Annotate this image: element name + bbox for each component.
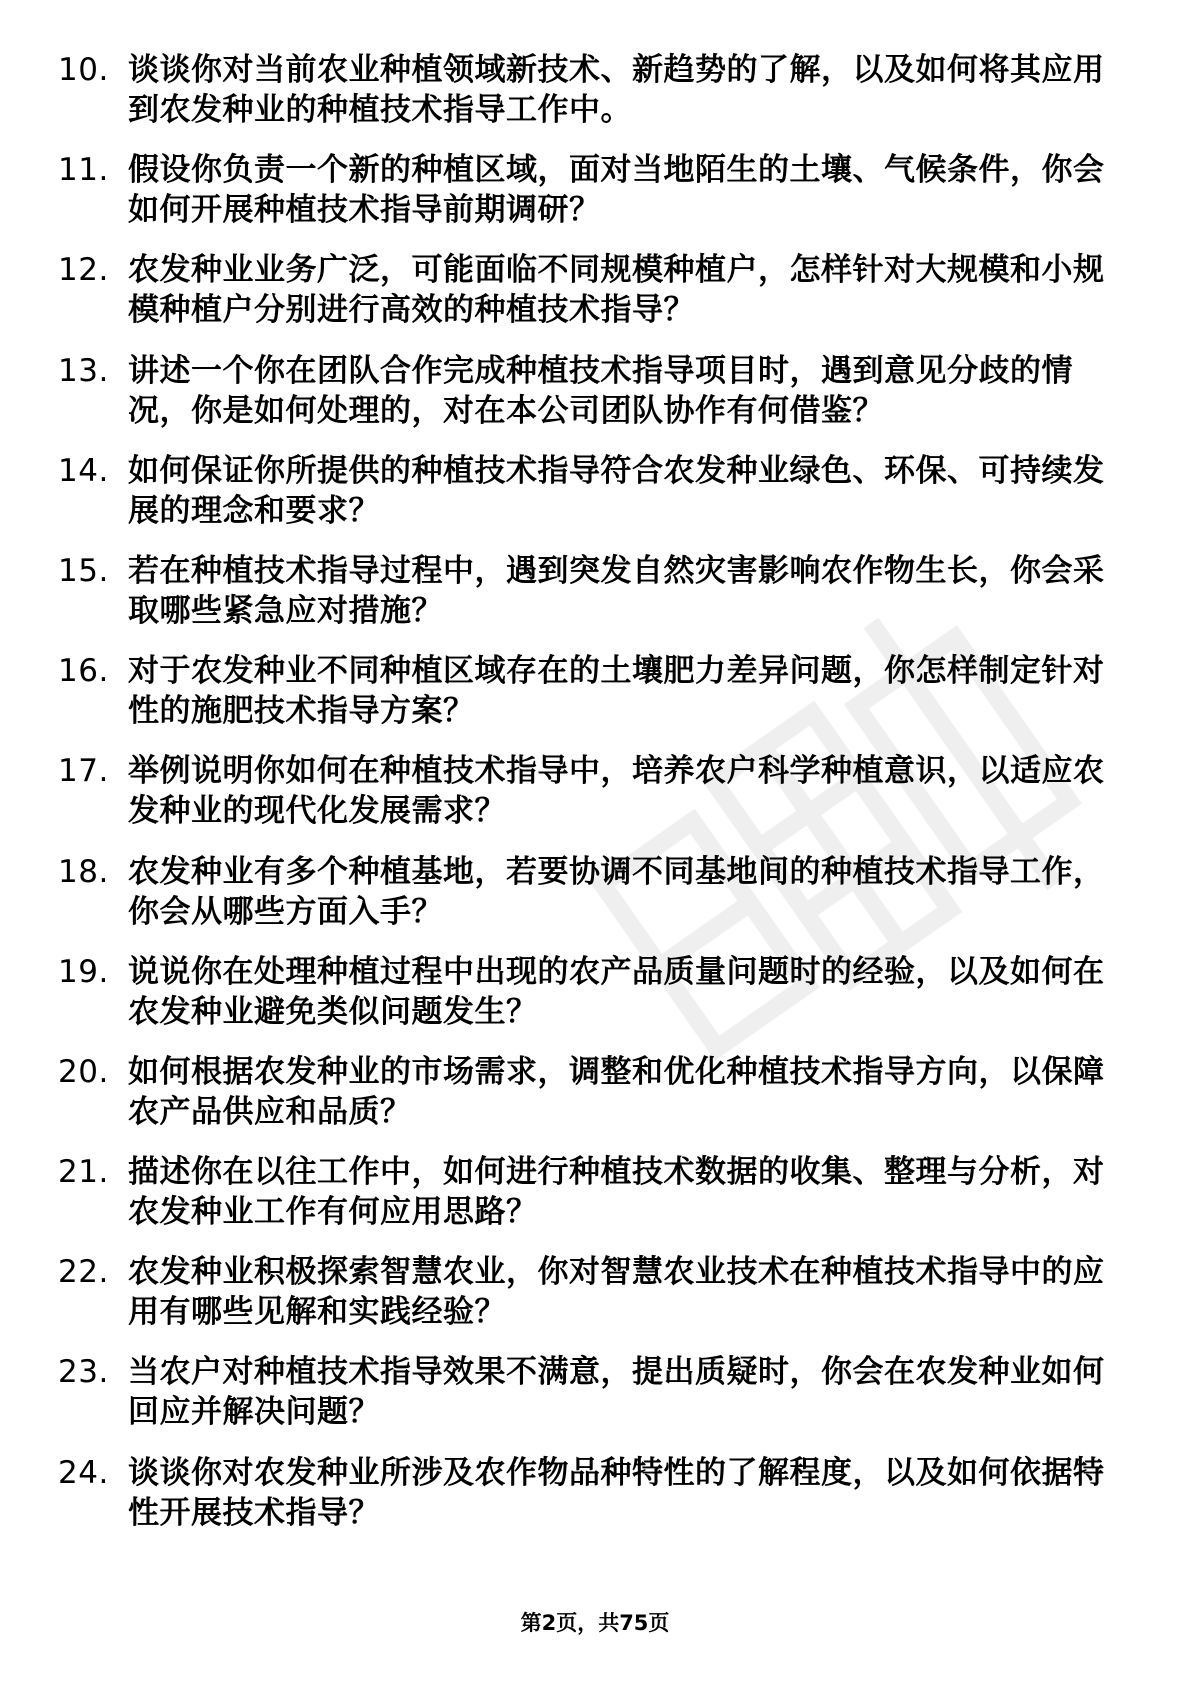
list-item xyxy=(58,1152,1120,1232)
question-number: 11. xyxy=(58,152,109,189)
question-number: 18. xyxy=(58,853,109,890)
question-text: 举例说明你如何在种植技术指导中，培养农户科学种植意识，以适应农发种业的现代化发展需求？ xyxy=(128,753,1105,830)
list-item xyxy=(58,351,1120,431)
question-number: 23. xyxy=(58,1354,109,1391)
question-number: 10. xyxy=(58,52,109,88)
question-number: 16. xyxy=(58,653,109,690)
question-text: 如何根据农发种业的市场需求，调整和优化种植技术指导方向，以保障农产品供应和品质？ xyxy=(128,1053,1105,1130)
list-item xyxy=(58,1352,1120,1432)
question-number: 17. xyxy=(58,753,109,790)
question-text: 农发种业积极探索智慧农业，你对智慧农业技术在种植技术指导中的应用有哪些见解和实践经验？ xyxy=(128,1254,1105,1331)
list-item xyxy=(58,551,1120,631)
question-text: 谈谈你对农发种业所涉及农作物品种特性的了解程度，以及如何依据特性开展技术指导？ xyxy=(128,1454,1105,1531)
question-text: 对于农发种业不同种植区域存在的土壤肥力差异问题，你怎样制定针对性的施肥技术指导方案？ xyxy=(128,653,1105,730)
question-number: 21. xyxy=(58,1154,109,1191)
list-item xyxy=(58,852,1120,932)
question-text: 当农户对种植技术指导效果不满意，提出质疑时，你会在农发种业如何回应并解决问题？ xyxy=(128,1354,1105,1431)
question-text: 讲述一个你在团队合作完成种植技术指导项目时，遇到意见分歧的情况，你是如何处理的，对在本公司团队协作有何借鉴？ xyxy=(128,352,1073,429)
question-number: 20. xyxy=(58,1053,109,1090)
list-item xyxy=(58,1052,1120,1132)
question-list xyxy=(58,50,1120,1553)
list-item xyxy=(58,751,1120,831)
question-number: 19. xyxy=(58,953,109,990)
question-text: 假设你负责一个新的种植区域，面对当地陌生的土壤、气候条件，你会如何开展种植技术指导前期调研？ xyxy=(128,152,1105,229)
question-text: 如何保证你所提供的种植技术指导符合农发种业绿色、环保、可持续发展的理念和要求？ xyxy=(128,452,1105,529)
question-number: 24. xyxy=(58,1454,109,1491)
question-text: 农发种业业务广泛，可能面临不同规模种植户，怎样针对大规模和小规模种植户分别进行高效的种植技术指导？ xyxy=(128,252,1105,329)
list-item xyxy=(58,651,1120,731)
list-item xyxy=(58,150,1120,230)
question-text: 说说你在处理种植过程中出现的农产品质量问题时的经验，以及如何在农发种业避免类似问题发生？ xyxy=(128,953,1105,1030)
list-item xyxy=(58,1453,1120,1533)
question-text: 谈谈你对当前农业种植领域新技术、新趋势的了解，以及如何将其应用到农发种业的种植技术指导工作中。 xyxy=(128,52,1105,128)
question-number: 12. xyxy=(58,252,109,289)
question-text: 若在种植技术指导过程中，遇到突发自然灾害影响农作物生长，你会采取哪些紧急应对措施？ xyxy=(128,552,1105,629)
question-number: 22. xyxy=(58,1254,109,1291)
page-number-footer: 第2页，共75页 xyxy=(520,1611,670,1635)
list-item xyxy=(58,952,1120,1032)
list-item xyxy=(58,250,1120,330)
question-number: 14. xyxy=(58,452,109,489)
question-text: 描述你在以往工作中，如何进行种植技术数据的收集、整理与分析，对农发种业工作有何应用思路？ xyxy=(128,1154,1105,1231)
question-text: 农发种业有多个种植基地，若要协调不同基地间的种植技术指导工作，你会从哪些方面入手？ xyxy=(128,853,1105,930)
list-item xyxy=(58,1252,1120,1332)
list-item xyxy=(58,451,1120,531)
list-item xyxy=(58,50,1120,130)
question-number: 15. xyxy=(58,552,109,589)
question-number: 13. xyxy=(58,352,109,389)
